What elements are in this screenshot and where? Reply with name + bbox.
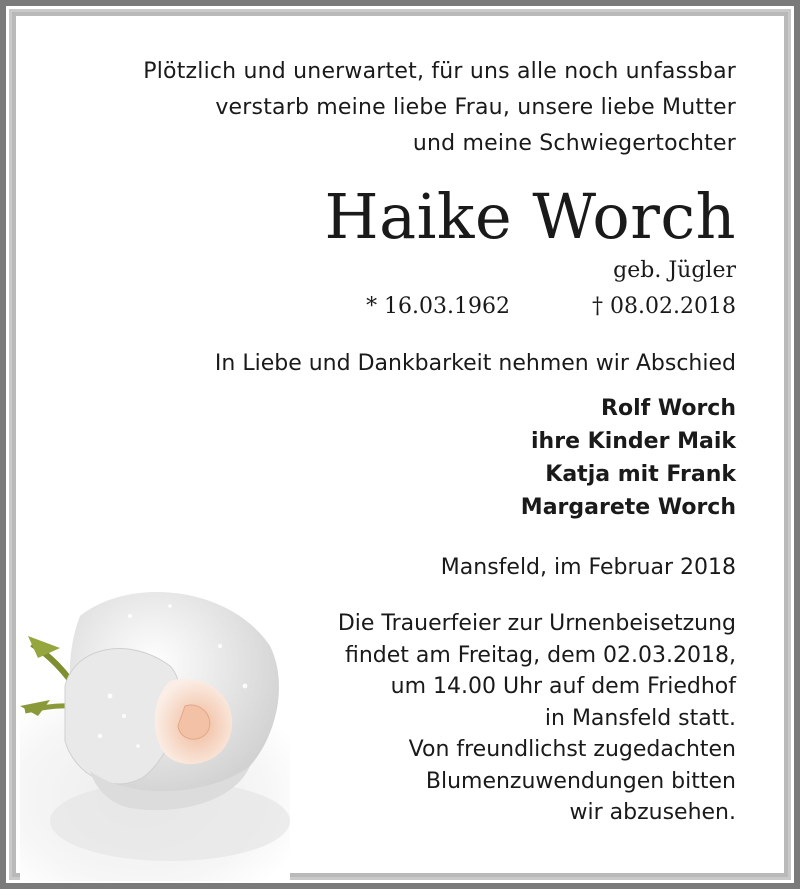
intro-line: Plötzlich und unerwartet, für uns alle noch unfassbar (143, 59, 736, 84)
intro-line: verstarb meine liebe Frau, unsere liebe Mutter (215, 95, 736, 120)
mourner-name: Katja mit Frank (545, 462, 736, 487)
deceased-name: Haike Worch (324, 180, 736, 253)
service-line: wir abzusehen. (569, 800, 736, 825)
intro-line: und meine Schwiegertochter (412, 131, 736, 156)
white-rose-image (20, 576, 290, 881)
mourner-name: Rolf Worch (601, 396, 736, 421)
service-line: in Mansfeld statt. (544, 705, 736, 731)
mourner-name: ihre Kinder Maik (531, 429, 736, 454)
farewell-text: In Liebe und Dankbarkeit nehmen wir Abschied (214, 351, 736, 376)
service-line: um 14.00 Uhr auf dem Friedhof (390, 674, 736, 699)
service-line: Die Trauerfeier zur Urnenbeisetzung (337, 611, 736, 636)
life-dates (96, 290, 736, 324)
death-date: † 08.02.2018 (592, 294, 736, 319)
mourner-name: Margarete Worch (520, 495, 736, 520)
intro-text (96, 54, 736, 162)
birth-date: * 16.03.1962 (366, 294, 511, 319)
service-line: findet am Freitag, dem 02.03.2018, (344, 642, 736, 668)
birth-name: geb. Jügler (613, 258, 736, 283)
mourners-list (96, 392, 736, 524)
service-line: Von freundlichst zugedachten (408, 737, 736, 762)
place-date: Mansfeld, im Februar 2018 (440, 555, 736, 580)
service-line: Blumenzuwendungen bitten (425, 768, 736, 794)
